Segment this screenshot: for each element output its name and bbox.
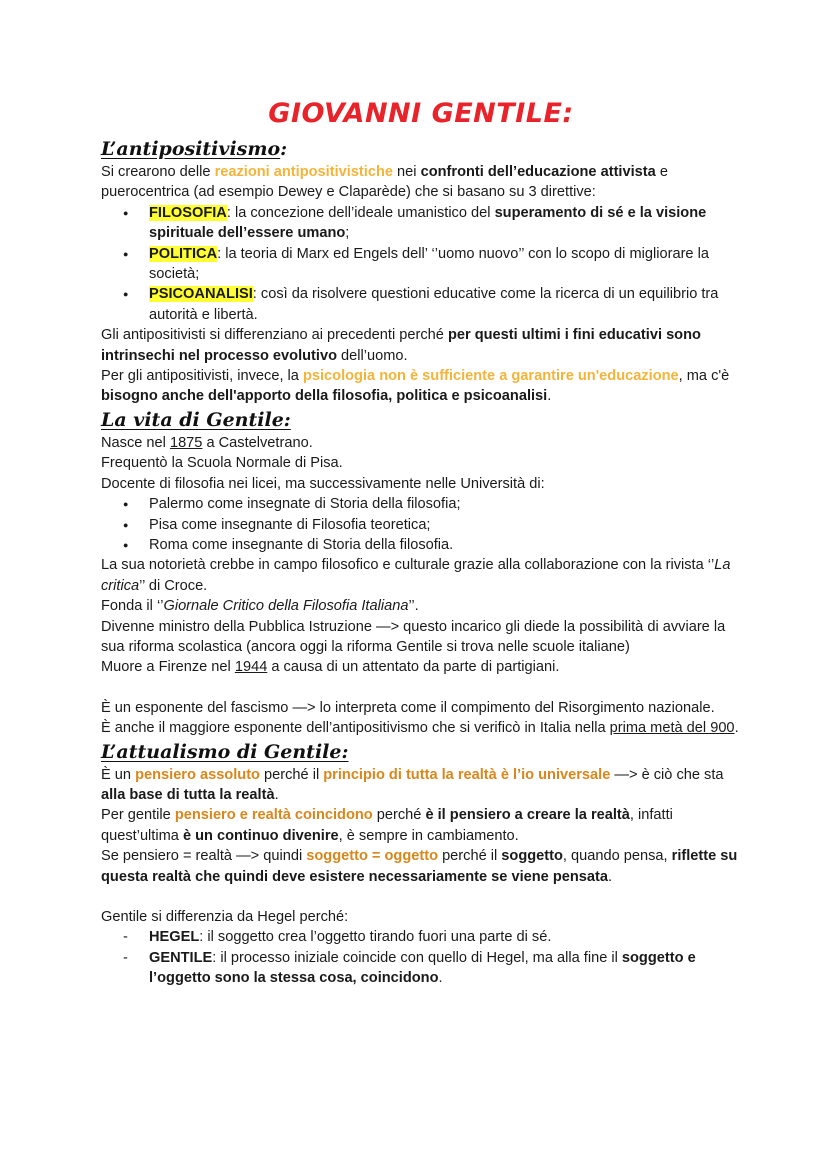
paragraph: Per gli antipositivisti, invece, la psicologia non è sufficiente a garantire un'educazione, ma c'è bisogno anche dell'apporto della filosofia, politica e psicoanalisi. — [101, 368, 730, 405]
bullet-list — [101, 203, 741, 325]
text-line: Fonda il ‘’Giornale Critico della Filosofia Italiana’’. — [101, 598, 419, 615]
text-line: Muore a Firenze nel 1944 a causa di un attentato da parte di partigiani. — [101, 659, 560, 676]
text-line: È anche il maggiore esponente dell’antipositivismo che si verificò in Italia nella prima metà del 900. — [101, 720, 739, 737]
paragraph: È un pensiero assoluto perché il principio di tutta la realtà è l’io universale —> è ciò che sta alla base di tutta la realtà. — [101, 766, 724, 803]
heading-vita-di-gentile: La vita di Gentile: — [101, 408, 291, 431]
text-line: Frequentò la Scuola Normale di Pisa. — [101, 455, 343, 472]
heading-colon: : — [280, 138, 288, 160]
list-item: - GENTILE: il processo iniziale coincide con quello di Hegel, ma alla fine il soggetto e l’oggetto sono la stessa cosa, coincidono. — [149, 948, 741, 989]
text-line: Nasce nel 1875 a Castelvetrano. — [101, 434, 313, 451]
document-title: GIOVANNI GENTILE: — [268, 98, 574, 129]
text-line: La sua notorietà crebbe in campo filosofico e culturale grazie alla collaborazione con la rivista ‘’La critica’’ di Croce. — [101, 557, 731, 594]
heading-text: L’antipositivismo — [101, 138, 281, 160]
list-item: ● Pisa come insegnante di Filosofia teoretica; — [149, 515, 741, 535]
text-line: Docente di filosofia nei licei, ma successivamente nelle Università di: — [101, 475, 545, 492]
list-item: ● FILOSOFIA: la concezione dell’ideale umanistico del superamento di sé e la visione spirituale dell’essere umano; — [149, 203, 741, 244]
list-item: ● Roma come insegnante di Storia della filosofia. — [149, 535, 741, 555]
heading-attualismo: L’attualismo di Gentile: — [101, 740, 349, 763]
spacer — [101, 887, 741, 907]
document-page — [101, 98, 741, 989]
list-item: - HEGEL: il soggetto crea l’oggetto tirando fuori una parte di sé. — [149, 927, 741, 947]
paragraph: Se pensiero = realtà —> quindi soggetto = oggetto perché il soggetto, quando pensa, riflette su questa realtà che quindi deve esistere necessariamente se viene pensata. — [101, 848, 738, 885]
bullet-list — [101, 494, 741, 555]
list-item: ● POLITICA: la teoria di Marx ed Engels dell’ ‘’uomo nuovo’’ con lo scopo di migliorare la società; — [149, 244, 741, 285]
paragraph: Si crearono delle reazioni antipositivistiche nei confronti dell’educazione attivista e puerocentrica (ad esempio Dewey e Claparède) che si basano su 3 direttive: — [101, 164, 668, 201]
dash-list — [101, 927, 741, 988]
list-item: ● PSICOANALISI: così da risolvere questioni educative come la ricerca di un equilibrio tra autorità e libertà. — [149, 284, 741, 325]
text-line: Divenne ministro della Pubblica Istruzione —> questo incarico gli diede la possibilità di avviare la sua riforma scolastica (ancora oggi la riforma Gentile si trova nelle scuole italiane) — [101, 618, 726, 655]
heading-antipositivismo — [101, 136, 741, 162]
paragraph: Gli antipositivisti si differenziano ai precedenti perché per questi ultimi i fini educativi sono intrinsechi nel processo evolutivo dell’uomo. — [101, 327, 701, 364]
spacer — [101, 678, 741, 698]
paragraph: Gentile si differenzia da Hegel perché: — [101, 909, 349, 925]
list-item: ● Palermo come insegnate di Storia della filosofia; — [149, 494, 741, 514]
text-line: È un esponente del fascismo —> lo interpreta come il compimento del Risorgimento nazionale. — [101, 699, 715, 716]
paragraph: Per gentile pensiero e realtà coincidono perché è il pensiero a creare la realtà, infatti quest’ultima è un continuo divenire, è sempre in cambiamento. — [101, 807, 673, 844]
